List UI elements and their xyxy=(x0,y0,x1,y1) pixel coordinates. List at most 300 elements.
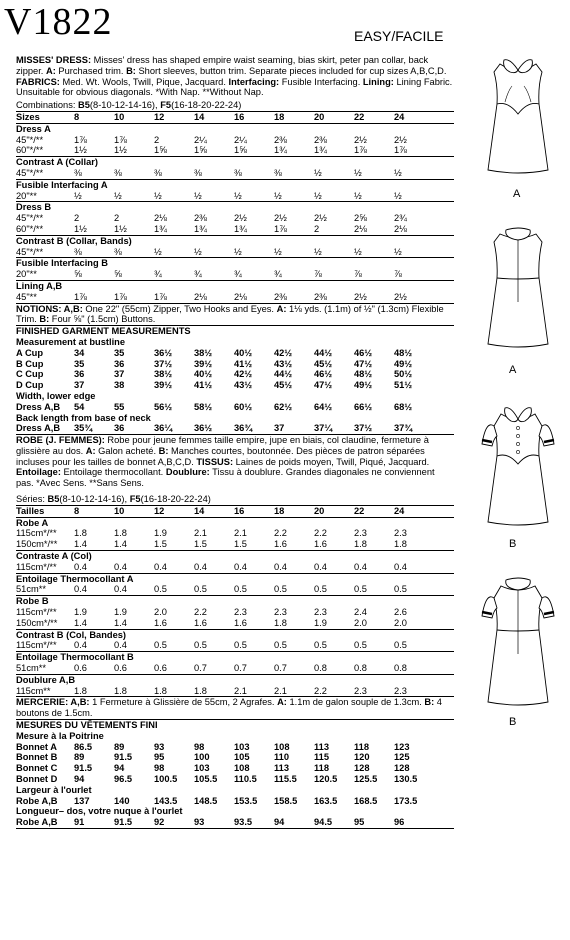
table-cell: 0.5 xyxy=(234,640,247,651)
text-run: (8-10-12-14-16), xyxy=(59,494,128,505)
table-cell: 48½ xyxy=(394,347,413,358)
bust-heading: Mesure à la Poitrine xyxy=(16,730,104,741)
table-cell: 1½ xyxy=(74,223,87,234)
table-cell: 34 xyxy=(74,347,85,358)
table-cell: ½ xyxy=(354,167,362,178)
row-label: 115cm*/** xyxy=(16,561,57,572)
section-heading: Fusible Interfacing A xyxy=(16,179,108,190)
table-cell: 96.5 xyxy=(114,774,133,784)
text-run: (16-18-20-22-24) xyxy=(171,100,242,111)
row-label: D Cup xyxy=(16,380,44,391)
text-run: 4 boutons de 1.5cm. xyxy=(16,697,442,719)
table-cell: 1.5 xyxy=(194,539,207,550)
table-cell: 1⅞ xyxy=(274,223,287,234)
row-label: 20"** xyxy=(16,269,37,280)
table-cell: 22 xyxy=(354,505,365,516)
table-cell: 0.5 xyxy=(194,584,207,595)
yardage-row xyxy=(16,145,454,157)
table-cell: 110 xyxy=(274,752,289,763)
row-label: 115cm** xyxy=(16,685,51,696)
table-cell: 1.4 xyxy=(114,617,127,628)
table-cell: 0.4 xyxy=(154,561,167,572)
table-cell: ⅞ xyxy=(394,269,402,280)
row-label: 150cm*/** xyxy=(16,539,58,550)
table-cell: ¾ xyxy=(154,269,162,280)
table-cell: 98 xyxy=(154,763,165,774)
measurement-row xyxy=(16,742,454,753)
table-cell: 37½ xyxy=(354,423,373,434)
bold-label: FABRICS: xyxy=(16,76,60,87)
bold-label: ROBE (J. FEMMES): xyxy=(16,435,105,446)
table-cell: 37 xyxy=(114,369,125,380)
table-cell: 49½ xyxy=(394,358,413,369)
table-cell: 0.4 xyxy=(274,561,287,572)
table-cell: 45½ xyxy=(314,358,333,369)
finished-title: MESURES DU VÊTEMENTS FINI xyxy=(16,720,158,731)
table-cell: 1½ xyxy=(74,145,87,156)
bold-label: MISSES' DRESS: xyxy=(16,55,92,65)
yardage-row xyxy=(16,686,454,698)
row-label: 51cm** xyxy=(16,584,46,595)
table-cell: 44½ xyxy=(274,369,293,380)
table-cell: 2½ xyxy=(234,213,247,224)
table-cell: 2.3 xyxy=(234,607,247,618)
table-cell: 2.1 xyxy=(234,685,247,696)
table-cell: 1.6 xyxy=(154,617,167,628)
table-cell: ½ xyxy=(314,246,322,257)
table-cell: 39½ xyxy=(194,358,213,369)
table-cell: 41½ xyxy=(194,380,213,391)
section-heading: Contrast B (Col, Bandes) xyxy=(16,629,127,640)
table-cell: 1½ xyxy=(114,145,127,156)
table-cell: 2⅛ xyxy=(394,223,407,234)
table-cell: 95 xyxy=(154,752,165,763)
table-cell: 2.3 xyxy=(354,528,367,539)
row-label: 45"*/** xyxy=(16,134,44,145)
table-cell: 98 xyxy=(194,741,205,752)
combinations-line xyxy=(16,494,454,506)
table-cell: 38½ xyxy=(154,369,173,380)
table-cell: 56½ xyxy=(154,401,173,412)
table-cell: 2.3 xyxy=(314,607,327,618)
table-cell: 36 xyxy=(114,423,125,434)
table-cell: 103 xyxy=(234,741,250,752)
table-cell: 1.6 xyxy=(274,539,287,550)
table-cell: 36½ xyxy=(154,347,173,358)
table-cell: 2.2 xyxy=(194,607,207,618)
bold-label: B: xyxy=(424,697,435,708)
table-cell: 2.2 xyxy=(274,528,287,539)
table-cell: 2.2 xyxy=(314,685,327,696)
table-cell: 123 xyxy=(394,741,410,752)
table-cell: 1⅞ xyxy=(394,145,407,156)
table-cell: ⅜ xyxy=(234,167,242,178)
table-cell: 0.8 xyxy=(314,663,327,674)
bold-label: Entoilage: xyxy=(16,467,61,478)
measurement-row xyxy=(16,369,454,380)
table-cell: 2½ xyxy=(274,213,287,224)
table-cell: 91.5 xyxy=(114,817,133,828)
row-label: Tailles xyxy=(16,505,45,516)
text-run: Laines de poids moyen, Twill, Piqué, Jacquard. xyxy=(233,456,430,467)
table-cell: ½ xyxy=(234,190,242,201)
table-cell: 16 xyxy=(234,111,245,122)
table-cell: 105 xyxy=(234,752,250,763)
table-cell: 1.8 xyxy=(154,685,167,696)
section-heading: Robe A xyxy=(16,517,49,528)
measurement-row xyxy=(16,774,454,785)
table-cell: 2¼ xyxy=(194,134,207,145)
figure-label: B xyxy=(509,716,517,728)
table-cell: 0.4 xyxy=(74,640,87,651)
row-label: 45"*/** xyxy=(16,167,44,178)
table-cell: 153.5 xyxy=(234,795,258,806)
table-cell: 91 xyxy=(74,817,85,828)
text-run: (8-10-12-14-16), xyxy=(89,100,158,111)
row-label: 115cm*/** xyxy=(16,528,57,539)
table-cell: 46½ xyxy=(314,369,333,380)
table-cell: 37¾ xyxy=(394,423,413,434)
section-heading: Contrast A (Collar) xyxy=(16,157,98,168)
table-cell: 1⅞ xyxy=(154,291,167,302)
table-cell: 0.4 xyxy=(74,584,87,595)
table-cell: 22 xyxy=(354,111,365,122)
table-cell: 1.9 xyxy=(154,528,167,539)
table-cell: 1⅝ xyxy=(194,145,207,156)
notions-paragraph xyxy=(16,697,454,720)
yardage-row xyxy=(16,213,454,224)
row-label: Dress A,B xyxy=(16,401,61,412)
table-cell: 35 xyxy=(114,347,125,358)
table-cell: 2.0 xyxy=(394,617,407,628)
figure-dress-b-back xyxy=(468,566,568,716)
figure-label: A xyxy=(509,364,517,376)
measurement-row xyxy=(16,796,454,807)
row-label: 20"** xyxy=(16,190,37,201)
bold-label: B: xyxy=(126,65,136,76)
yardage-row xyxy=(16,584,454,596)
row-label: 150cm*/** xyxy=(16,617,58,628)
text-run: Misses' dress has shaped empire waist seaming, bias skirt, peter pan collar, back zipper. xyxy=(16,55,429,76)
bold-label: A: xyxy=(277,697,287,708)
yardage-row xyxy=(16,224,454,236)
table-cell: ½ xyxy=(194,246,202,257)
table-cell: 60½ xyxy=(234,401,253,412)
table-cell: 39½ xyxy=(154,380,173,391)
table-cell: 2 xyxy=(154,134,160,145)
table-cell: 2½ xyxy=(314,213,327,224)
table-cell: 1¾ xyxy=(234,223,247,234)
row-label: Bonnet C xyxy=(16,763,58,774)
table-cell: 0.5 xyxy=(314,640,327,651)
yardage-row xyxy=(16,607,454,618)
table-cell: 1¾ xyxy=(154,223,167,234)
table-cell: 118 xyxy=(314,763,329,774)
table-cell: 0.5 xyxy=(394,584,407,595)
description-paragraph xyxy=(16,435,454,489)
table-cell: 113 xyxy=(314,741,329,752)
table-cell: 0.5 xyxy=(154,584,167,595)
figure-dress-b-front xyxy=(468,392,568,537)
row-label: 60"*/** xyxy=(16,223,44,234)
row-label: A Cup xyxy=(16,347,44,358)
table-cell: 2⅝ xyxy=(354,213,367,224)
text-run: Entoilage thermocollant. xyxy=(60,467,166,478)
table-cell: ⅜ xyxy=(74,167,82,178)
bold-label: B: xyxy=(158,445,169,456)
table-cell: 1⅞ xyxy=(74,134,87,145)
table-cell: 0.5 xyxy=(394,640,407,651)
table-cell: 1.8 xyxy=(74,528,87,539)
table-cell: 18 xyxy=(274,111,285,122)
table-cell: 1.4 xyxy=(114,539,127,550)
back-length-heading: Longueur– dos, votre nuque à l'ourlet xyxy=(16,806,183,817)
section-heading: Entoilage Thermocollant B xyxy=(16,652,134,663)
table-cell: 1.6 xyxy=(314,539,327,550)
table-cell: 2.1 xyxy=(274,685,287,696)
pattern-number: V1822 xyxy=(4,1,113,43)
text-run: Tissu à doublure. Grandes diagonales ne conviennent pas. *Avec Sens. **Sans Sens. xyxy=(16,467,435,489)
table-cell: 8 xyxy=(74,111,80,122)
table-cell: 41½ xyxy=(234,358,253,369)
table-cell: ¾ xyxy=(194,269,202,280)
table-cell: 2.2 xyxy=(314,528,327,539)
table-cell: 36¾ xyxy=(234,423,253,434)
table-cell: 24 xyxy=(394,505,405,516)
table-cell: 46½ xyxy=(354,347,373,358)
table-cell: 1.8 xyxy=(194,685,207,696)
figure-dress-a-back xyxy=(468,220,568,360)
yardage-row xyxy=(16,269,454,281)
bold-label: Lining: xyxy=(362,76,394,87)
table-cell: ⅜ xyxy=(194,167,202,178)
yardage-row xyxy=(16,168,454,180)
row-label: Robe A,B xyxy=(16,795,58,806)
table-cell: 2.1 xyxy=(194,528,207,539)
table-cell: 158.5 xyxy=(274,795,298,806)
table-cell: 140 xyxy=(114,795,130,806)
table-cell: 0.5 xyxy=(274,640,287,651)
row-label: C Cup xyxy=(16,369,44,380)
sizes-header-row xyxy=(16,112,454,124)
table-cell: 36 xyxy=(114,358,125,369)
table-cell: 10 xyxy=(114,111,125,122)
table-cell: 1¾ xyxy=(194,223,207,234)
table-cell: 118 xyxy=(354,741,369,752)
row-label: 45"*/** xyxy=(16,213,44,224)
text-run: One 22" (55cm) Zipper, Two Hooks and Eyes. xyxy=(82,303,277,314)
yardage-row xyxy=(16,191,454,203)
table-cell: ½ xyxy=(354,246,362,257)
table-cell: 2⅜ xyxy=(274,291,287,302)
table-cell: 0.6 xyxy=(154,663,167,674)
yardage-row xyxy=(16,247,454,259)
figure-label: A xyxy=(513,188,521,200)
table-cell: ½ xyxy=(274,190,282,201)
section-heading: Entoilage Thermocollant A xyxy=(16,573,134,584)
measurement-row xyxy=(16,402,454,413)
table-cell: 1½ xyxy=(114,223,127,234)
table-cell: 24 xyxy=(394,111,405,122)
table-cell: 2⅛ xyxy=(154,213,167,224)
table-cell: 148.5 xyxy=(194,795,218,806)
text-run: Lining Fabric. Unsuitable for obvious diagonals. *With Nap. **Without Nap. xyxy=(16,76,453,98)
table-cell: 20 xyxy=(314,505,325,516)
table-cell: 2½ xyxy=(394,291,407,302)
table-cell: 2⅜ xyxy=(194,213,207,224)
table-cell: 2.3 xyxy=(394,528,407,539)
table-cell: ½ xyxy=(394,190,402,201)
table-cell: 2⅜ xyxy=(274,134,287,145)
table-cell: 1.8 xyxy=(114,528,127,539)
table-cell: 38½ xyxy=(194,347,213,358)
width-heading: Width, lower edge xyxy=(16,390,96,401)
yardage-row xyxy=(16,528,454,539)
row-label: Dress A,B xyxy=(16,423,61,434)
measurement-row xyxy=(16,817,454,829)
measurement-row xyxy=(16,359,454,370)
table-cell: ⅞ xyxy=(354,269,362,280)
table-cell: 1.8 xyxy=(274,617,287,628)
bold-label: A: xyxy=(45,65,56,76)
table-cell: 1.9 xyxy=(314,617,327,628)
text-run: 1.1m de galon souple de 1.3cm. xyxy=(286,697,425,708)
table-cell: 58½ xyxy=(194,401,213,412)
table-cell: 35 xyxy=(74,358,85,369)
bold-label: B5 xyxy=(47,494,60,505)
bold-label: Doublure: xyxy=(165,467,210,478)
table-cell: 16 xyxy=(234,505,245,516)
table-cell: 10 xyxy=(114,505,125,516)
table-cell: 2 xyxy=(74,213,80,224)
table-cell: 0.5 xyxy=(354,584,367,595)
table-cell: 2 xyxy=(114,213,120,224)
table-cell: 128 xyxy=(394,763,410,774)
table-cell: 36¼ xyxy=(154,423,173,434)
table-cell: ⅜ xyxy=(274,167,282,178)
row-label: 45"** xyxy=(16,291,37,302)
bold-label: MERCERIE: A,B: xyxy=(16,697,90,708)
table-cell: ⅝ xyxy=(114,269,122,280)
table-cell: 0.5 xyxy=(274,584,287,595)
table-cell: ½ xyxy=(234,246,242,257)
table-cell: 47½ xyxy=(354,358,373,369)
table-cell: 1⅝ xyxy=(234,145,247,156)
measurement-row xyxy=(16,380,454,391)
figure-label: B xyxy=(509,538,517,550)
table-cell: 1⅞ xyxy=(354,145,367,156)
bold-label: F5 xyxy=(160,100,172,111)
table-cell: 12 xyxy=(154,505,165,516)
bold-label: NOTIONS: A,B: xyxy=(16,303,83,314)
table-cell: 125 xyxy=(394,752,410,763)
table-cell: 108 xyxy=(234,763,250,774)
table-cell: 1.6 xyxy=(234,617,247,628)
table-cell: 0.7 xyxy=(274,663,287,674)
table-cell: 0.6 xyxy=(74,663,87,674)
table-cell: 130.5 xyxy=(394,774,418,784)
table-cell: 43½ xyxy=(274,358,293,369)
table-cell: 0.5 xyxy=(194,640,207,651)
table-cell: 50½ xyxy=(394,369,413,380)
table-cell: ⅜ xyxy=(154,167,162,178)
table-cell: 1.8 xyxy=(354,539,367,550)
row-label: B Cup xyxy=(16,358,44,369)
table-cell: 2.3 xyxy=(354,685,367,696)
table-cell: ½ xyxy=(154,246,162,257)
finished-title: FINISHED GARMENT MEASUREMENTS xyxy=(16,326,191,337)
table-cell: 103 xyxy=(194,763,210,774)
table-cell: 0.4 xyxy=(234,561,247,572)
sizes-header-row xyxy=(16,506,454,518)
table-cell: 2⅛ xyxy=(354,223,367,234)
table-cell: ½ xyxy=(394,167,402,178)
text-run: Four ⅝" (1.5cm) Buttons. xyxy=(49,314,156,325)
table-cell: 120 xyxy=(354,752,370,763)
table-cell: 54 xyxy=(74,401,85,412)
table-cell: 0.4 xyxy=(194,561,207,572)
figure-dress-a-front xyxy=(468,46,568,186)
text-run: Short sleeves, button trim. Separate pieces included for cup sizes A,B,C,D. xyxy=(135,65,447,76)
table-cell: 12 xyxy=(154,111,165,122)
table-cell: 89 xyxy=(114,741,125,752)
table-cell: 2.1 xyxy=(234,528,247,539)
table-cell: ½ xyxy=(154,190,162,201)
table-cell: 8 xyxy=(74,505,80,516)
table-cell: 94 xyxy=(74,774,85,784)
notions-paragraph xyxy=(16,304,454,327)
table-cell: 105.5 xyxy=(194,774,218,784)
bold-label: Interfacing: xyxy=(228,76,280,87)
table-cell: 68½ xyxy=(394,401,413,412)
bold-label: B5 xyxy=(78,100,90,111)
table-cell: 115.5 xyxy=(274,774,297,784)
text-run: Med. Wt. Wools, Twill, Pique, Jacquard. xyxy=(59,76,229,87)
table-cell: 55 xyxy=(114,401,125,412)
table-cell: 95 xyxy=(354,817,365,828)
table-cell: 1.4 xyxy=(74,539,87,550)
table-cell: 2.0 xyxy=(354,617,367,628)
table-cell: 2½ xyxy=(354,134,367,145)
section-heading: Robe B xyxy=(16,596,49,607)
table-cell: ⅜ xyxy=(114,167,122,178)
back-length-heading: Back length from base of neck xyxy=(16,412,151,423)
table-cell: 94 xyxy=(114,763,125,774)
table-cell: ½ xyxy=(314,167,322,178)
table-cell: 42½ xyxy=(274,347,293,358)
table-cell: 0.4 xyxy=(114,584,127,595)
table-cell: 47½ xyxy=(314,380,333,391)
table-cell: 93 xyxy=(194,817,205,828)
measurement-row xyxy=(16,752,454,763)
row-label: Sizes xyxy=(16,111,40,122)
table-cell: 62½ xyxy=(274,401,293,412)
table-cell: ⅞ xyxy=(314,269,322,280)
table-cell: 143.5 xyxy=(154,795,178,806)
table-cell: 92 xyxy=(154,817,165,828)
text-run: Fusible Interfacing. xyxy=(279,76,363,87)
table-cell: 93 xyxy=(154,741,165,752)
text-run: 1 Fermeture à Glissière de 55cm, 2 Agrafes. xyxy=(89,697,278,708)
table-cell: 36½ xyxy=(194,423,213,434)
table-cell: 100.5 xyxy=(154,774,178,784)
row-label: 45"*/** xyxy=(16,246,44,257)
table-cell: 1.8 xyxy=(74,685,87,696)
section-heading: Contraste A (Col) xyxy=(16,551,92,562)
table-cell: ¾ xyxy=(234,269,242,280)
table-cell: 2⅛ xyxy=(234,291,247,302)
table-cell: 2.3 xyxy=(394,685,407,696)
